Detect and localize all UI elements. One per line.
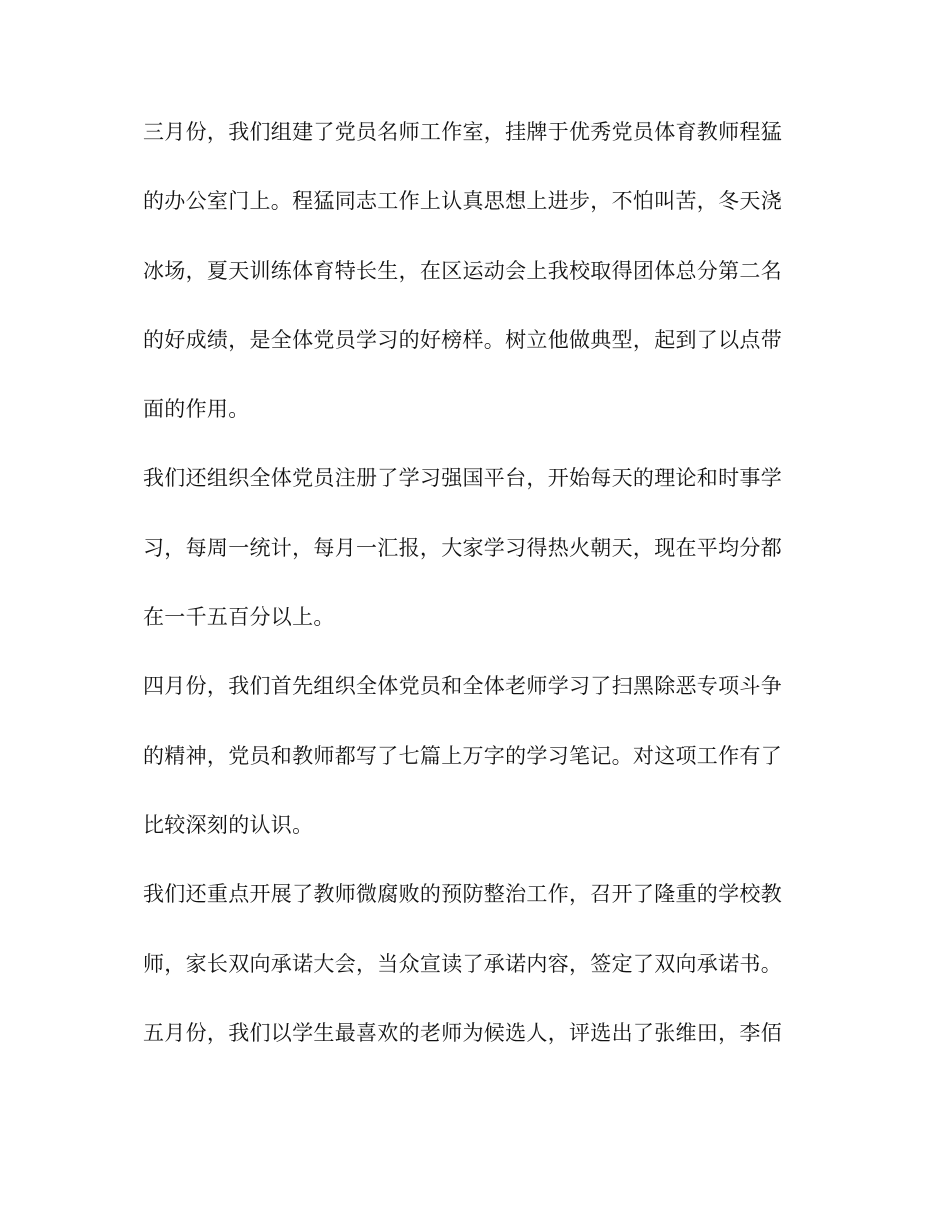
text-line: 比较深刻的认识。 <box>143 812 314 837</box>
text-line: 四月份，我们首先组织全体党员和全体老师学习了扫黑除恶专项斗争 <box>143 674 782 699</box>
text-line: 的精神，党员和教师都写了七篇上万字的学习笔记。对这项工作有了 <box>143 743 782 768</box>
text-line: 我们还重点开展了教师微腐败的预防整治工作，召开了隆重的学校教 <box>143 882 782 907</box>
text-line: 我们还组织全体党员注册了学习强国平台，开始每天的理论和时事学 <box>143 466 782 491</box>
text-line: 冰场，夏天训练体育特长生，在区运动会上我校取得团体总分第二名 <box>143 258 782 283</box>
document-body <box>143 120 803 1090</box>
text-line: 面的作用。 <box>143 397 250 422</box>
text-line: 习，每周一统计，每月一汇报，大家学习得热火朝天，现在平均分都 <box>143 535 782 560</box>
text-line: 在一千五百分以上。 <box>143 605 335 630</box>
text-line: 的办公室门上。程猛同志工作上认真思想上进步，不怕叫苦，冬天浇 <box>143 189 782 214</box>
text-line: 师，家长双向承诺大会，当众宣读了承诺内容，签定了双向承诺书。 <box>143 951 782 976</box>
text-line: 五月份，我们以学生最喜欢的老师为候选人，评选出了张维田，李佰 <box>143 1020 782 1045</box>
text-line: 三月份，我们组建了党员名师工作室，挂牌于优秀党员体育教师程猛 <box>143 120 782 144</box>
text-line: 的好成绩，是全体党员学习的好榜样。树立他做典型，起到了以点带 <box>143 327 782 352</box>
